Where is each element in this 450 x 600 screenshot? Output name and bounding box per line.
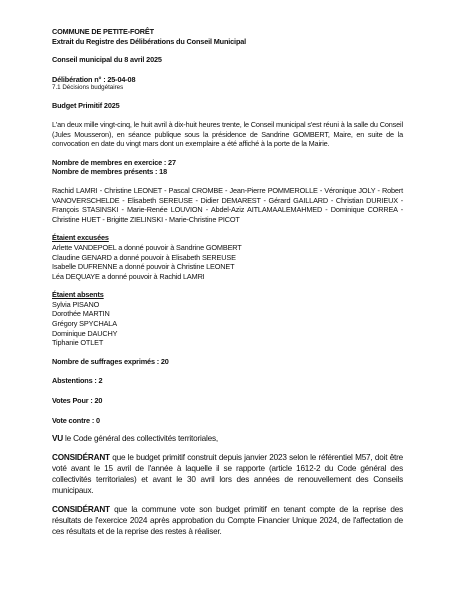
list-item: Dominique DAUCHY [52,328,118,338]
absent-section [52,290,403,348]
absent-heading: Étaient absents [52,290,104,300]
meeting-title: Conseil municipal du 8 avril 2025 [52,55,162,65]
members-in-office: Nombre de membres en exercice : 27 [52,157,176,167]
deliberation-number: Délibération n° : 25-04-08 [52,74,136,84]
considerant-text: que le budget primitif construit depuis janvier 2023 selon le référentiel M57, doit être voté avant le 15 avril de l'année à laquelle il se rapporte (article 1612-2 du Code général des collectivités territoriales) et avant le 30 avril lors des années de renouvellement des Conseils municipaux. [52,453,403,496]
commune-name: COMMUNE DE PETITE-FORÊT [52,27,154,36]
votes-against: Vote contre : 0 [52,415,100,425]
vu-text: le Code général des collectivités territoriales, [62,434,218,444]
considerant-text: que la commune vote son budget primitif en tenant compte de la reprise des résultats de l'exercice 2024 après approbation du Compte Financier Unique 2024, de l'affectation de ces résultats et de la reprise des restes à réaliser. [52,505,403,537]
list-item: Tiphanie OTLET [52,338,104,348]
register-extract: Extrait du Registre des Délibérations du Conseil Municipal [52,36,247,46]
votes-expressed: Nombre de suffrages exprimés : 20 [52,356,169,366]
vu-label: VU [52,434,63,444]
vu-paragraph [52,433,403,444]
excused-section [52,233,403,281]
document-content [52,27,403,537]
excused-heading: Étaient excusées [52,233,109,243]
votes-abstentions: Abstentions : 2 [52,376,103,386]
intro-paragraph: L'an deux mille vingt-cinq, le huit avril à dix-huit heures trente, le Conseil municipal s'est réuni à la salle du Conseil (Jules Mousseron), en séance publique sous la présidence de Sandrine GOMBERT, Maire, en suite de la convocation en date du vingt mars dont un exemplaire a été affiché à la porte de la Mairie. [52,119,403,149]
considerant-label: CONSIDÉRANT [52,505,110,515]
present-members-list: Rachid LAMRI - Christine LEONET - Pascal CROMBE - Jean-Pierre POMMEROLLE - Véronique JOLY - Robert VANOVERSCHELDE - Elisabeth SEREUSE - Didier DEMAREST - Gérard GAILLARD - Christian DURIEUX - François STASINSKI - Marie-Renée LOUVION - Abdel-Aziz AITLAMAALEMAHMED - Dominique CORREA - Christine HUET - Brigitte ZIELINSKI - Marie-Christine PICOT [52,185,403,224]
considerant-paragraph-2 [52,504,403,537]
list-item: Isabelle DUFRENNE a donné pouvoir à Christine LEONET [52,262,235,272]
members-present: Nombre de membres présents : 18 [52,167,167,177]
list-item: Dorothée MARTIN [52,309,110,319]
list-item: Claudine GENARD a donné pouvoir à Elisabeth SEREUSE [52,252,236,262]
subject-title: Budget Primitif 2025 [52,101,120,111]
votes-for: Votes Pour : 20 [52,396,103,406]
list-item: Arlette VANDEPOEL a donné pouvoir à Sandrine GOMBERT [52,242,242,252]
list-item: Sylvia PISANO [52,299,100,309]
considerant-label: CONSIDÉRANT [52,453,110,463]
considerant-paragraph-1 [52,452,403,496]
list-item: Grégory SPYCHALA [52,319,117,329]
deliberation-category: 7.1 Décisions budgétaires [52,84,124,92]
list-item: Léa DEQUAYE a donné pouvoir à Rachid LAMRI [52,271,205,281]
